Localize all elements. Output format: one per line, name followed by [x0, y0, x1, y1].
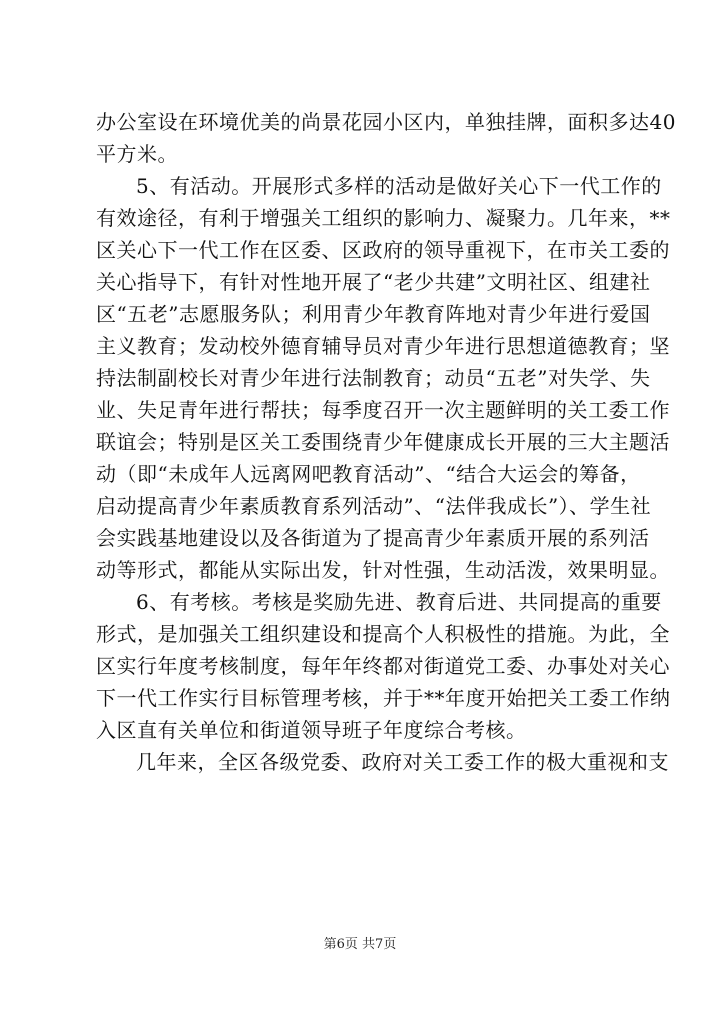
- text-line: 动等形式，都能从实际出发，针对性强，生动活泼，效果明显。: [96, 558, 670, 582]
- text-line: 6、有考核。考核是奖励先进、教育后进、共同提高的重要: [136, 590, 662, 614]
- text-line: 区关心下一代工作在区委、区政府的领导重视下，在市关工委的: [96, 238, 670, 262]
- text-line: 办公室设在环境优美的尚景花园小区内，单独挂牌，面积多达40: [96, 110, 676, 134]
- text-line: 区“五老”志愿服务队；利用青少年教育阵地对青少年进行爱国: [96, 302, 651, 326]
- text-line: 会实践基地建设以及各街道为了提高青少年素质开展的系列活: [96, 526, 650, 550]
- text-line: 形式，是加强关工组织建设和提高个人积极性的措施。为此，全: [96, 622, 670, 646]
- text-line: 联谊会；特别是区关工委围绕青少年健康成长开展的三大主题活: [96, 430, 670, 454]
- text-line: 业、失足青年进行帮扶；每季度召开一次主题鲜明的关工委工作: [96, 398, 670, 422]
- text-line: 持法制副校长对青少年进行法制教育；动员“五老”对失学、失: [96, 366, 651, 390]
- page-footer: 第6页 共7页: [323, 937, 397, 952]
- text-line: 启动提高青少年素质教育系列活动”、“法伴我成长”）、学生社: [96, 494, 652, 518]
- text-line: 平方米。: [96, 142, 178, 166]
- text-line: 区实行年度考核制度，每年年终都对街道党工委、办事处对关心: [96, 654, 670, 678]
- text-line: 入区直有关单位和街道领导班子年度综合考核。: [96, 718, 527, 742]
- text-line: 主义教育；发动校外德育辅导员对青少年进行思想道德教育；坚: [96, 334, 670, 358]
- text-line: 有效途径，有利于增强关工组织的影响力、凝聚力。几年来，**: [96, 206, 671, 230]
- text-line: 下一代工作实行目标管理考核，并于**年度开始把关工委工作纳: [96, 686, 671, 710]
- text-line: 几年来，全区各级党委、政府对关工委工作的极大重视和支: [136, 750, 669, 774]
- text-line: 关心指导下，有针对性地开展了“老少共建”文明社区、组建社: [96, 270, 651, 294]
- text-line: 5、有活动。开展形式多样的活动是做好关心下一代工作的: [136, 174, 662, 198]
- text-line: 动（即“未成年人远离网吧教育活动”、“结合大运会的筹备，: [96, 462, 641, 486]
- document-body: [96, 106, 676, 778]
